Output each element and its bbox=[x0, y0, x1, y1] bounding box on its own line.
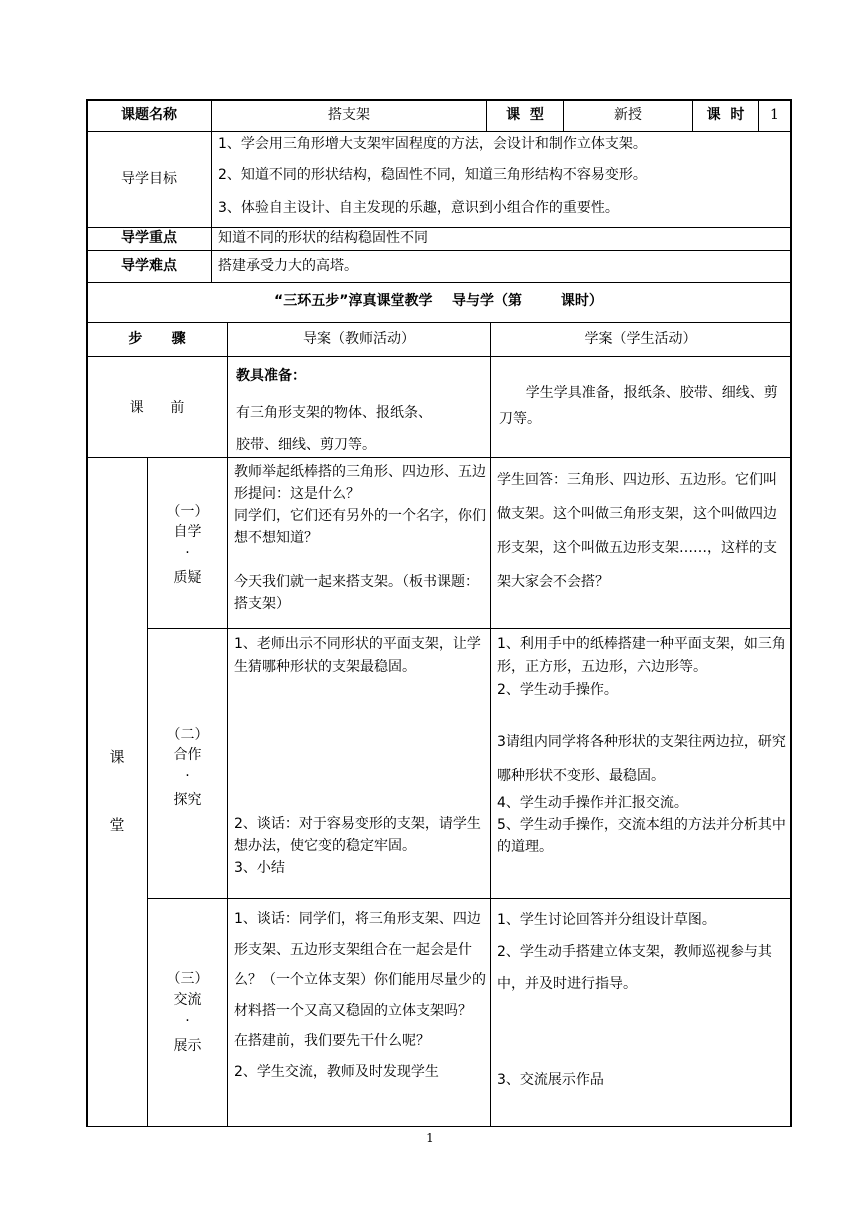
student-activity-text: 1、学生讨论回答并分组设计草图。 2、学生动手搭建立体支架，教师巡视参与其中，并及时进行指导。 bbox=[497, 912, 772, 992]
student-activity-text: 1、利用手中的纸棒搭建一种平面支架，如三角形，正方形，五边形，六边形等。 2、学生动手操作。 bbox=[497, 636, 786, 698]
student-activity-text: 3请组内同学将各种形状的支架往两边拉，研究哪种形状不变形、最稳固。 bbox=[497, 734, 786, 784]
teacher-column-header: 导案（教师活动） bbox=[303, 331, 415, 347]
key-point-label: 导学重点 bbox=[121, 230, 177, 246]
goal-item: 2、知道不同的形状结构，稳固性不同，知道三角形结构不容易变形。 bbox=[218, 167, 647, 183]
step-column-header: 步 骤 bbox=[128, 331, 186, 347]
goal-item: 3、体验自主设计、自主发现的乐趣，意识到小组合作的重要性。 bbox=[218, 200, 619, 216]
key-point-value: 知道不同的形状的结构稳固性不同 bbox=[218, 230, 428, 246]
title-label: 课题名称 bbox=[121, 107, 177, 123]
row-divider bbox=[147, 898, 791, 899]
student-prep-text: 学生学具准备，报纸条、胶带、细线、剪刀等。 bbox=[499, 385, 778, 427]
student-activity-text: 4、学生动手操作并汇报交流。 5、学生动手操作，交流本组的方法并分析其中的道理。 bbox=[497, 795, 786, 855]
student-activity-text: 学生回答：三角形、四边形、五边形。它们叫做支架。这个叫做三角形支架，这个叫做四边形支架，这个叫做五边形支架……，这样的支架大家会不会搭？ bbox=[497, 472, 777, 590]
row-divider bbox=[86, 250, 791, 251]
lesson-banner: “三环五步”淳真课堂教学 导与学（第 课时） bbox=[274, 293, 603, 309]
table-border-left bbox=[86, 99, 88, 1127]
section-name: 展示 bbox=[173, 1038, 202, 1054]
table-border-bottom bbox=[86, 1126, 791, 1127]
col-divider bbox=[227, 322, 228, 1127]
teacher-activity-text: 教师举起纸棒搭的三角形、四边形、五边形提问：这是什么？ 同学们，它们还有另外的一个名字，你们想不想知道？ 今天我们就一起来搭支架。（板书课题：搭支架） bbox=[234, 464, 486, 612]
section-number: （三） bbox=[166, 971, 209, 987]
teacher-activity-text: 2、谈话：对于容易变形的支架，请学生想办法，使它变的稳定牢固。 3、小结 bbox=[234, 816, 481, 876]
section-dot: · bbox=[185, 1013, 190, 1029]
class-label-bottom: 堂 bbox=[109, 816, 125, 834]
teacher-prep-text: 有三角形支架的物体、报纸条、 胶带、细线、剪刀等。 bbox=[236, 405, 432, 453]
student-activity-text: 3、交流展示作品 bbox=[497, 1072, 604, 1088]
section-name: 质疑 bbox=[173, 570, 202, 586]
row-divider bbox=[147, 628, 791, 629]
difficulty-label: 导学难点 bbox=[121, 258, 177, 274]
title-value: 搭支架 bbox=[328, 107, 370, 123]
section-name: 探究 bbox=[173, 792, 202, 808]
period-value: 1 bbox=[770, 107, 779, 123]
goal-item: 1、学会用三角形增大支架牢固程度的方法，会设计和制作立体支架。 bbox=[218, 136, 647, 152]
teacher-prep-title: 教具准备： bbox=[236, 368, 306, 384]
section-name: 合作 bbox=[173, 747, 202, 763]
section-name: 交流 bbox=[173, 992, 202, 1008]
student-column-header: 学案（学生活动） bbox=[584, 331, 697, 347]
row-divider bbox=[86, 227, 791, 228]
section-number: （一） bbox=[166, 504, 209, 520]
page-number: 1 bbox=[426, 1131, 434, 1145]
teacher-activity-text: 1、谈话：同学们，将三角形支架、四边形支架、五边形支架组合在一起会是什么？（一个立体支架）你们能用尽量少的材料搭一个又高又稳固的立体支架吗？ 在搭建前，我们要先干什么呢？ 2、学生交流，教师及时发现学生 bbox=[234, 911, 486, 1080]
table-border-top bbox=[86, 99, 791, 101]
row-divider bbox=[86, 322, 791, 323]
section-name: 自学 bbox=[173, 524, 202, 540]
type-value: 新授 bbox=[614, 107, 642, 123]
teacher-activity-text: 1、老师出示不同形状的平面支架，让学生猜哪种形状的支架最稳固。 bbox=[234, 636, 481, 675]
goals-label: 导学目标 bbox=[121, 171, 177, 187]
row-divider bbox=[86, 356, 791, 357]
col-divider bbox=[211, 99, 212, 283]
table-border-right bbox=[790, 99, 792, 1127]
row-divider bbox=[86, 282, 791, 283]
difficulty-value: 搭建承受力大的高塔。 bbox=[218, 258, 358, 274]
type-label: 课 型 bbox=[506, 107, 544, 123]
section-dot: · bbox=[185, 768, 190, 784]
row-divider bbox=[86, 131, 791, 132]
pre-class-label: 课 前 bbox=[129, 400, 185, 416]
col-divider bbox=[490, 322, 491, 1127]
section-dot: · bbox=[185, 545, 190, 561]
class-label-top: 课 bbox=[109, 748, 125, 766]
section-number: （二） bbox=[166, 727, 209, 743]
period-label: 课 时 bbox=[706, 107, 745, 123]
